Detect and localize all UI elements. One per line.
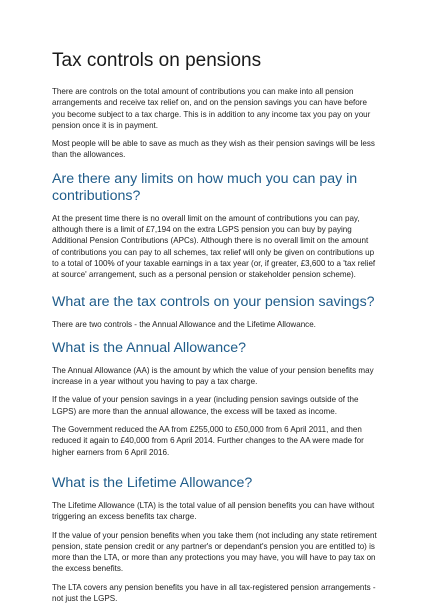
section-paragraph: If the value of your pension benefits when you take them (not including any state retirement pension, state pension credit or any partner's or dependant's pension you are entitled to) is more than the LTA, or more than any protections you may have, you will have to pay tax on the excess benefits. — [52, 530, 377, 574]
intro-paragraph-1: There are controls on the total amount of contributions you can make into all pension arrangements and receive tax relief on, and on the pension savings you can have before you become subject to a tax charge. This is in addition to any income tax you pay on your pension once it is in payment. — [52, 87, 371, 130]
section-heading: What are the tax controls on your pension savings? — [52, 293, 375, 310]
section-heading: What is the Annual Allowance? — [52, 339, 247, 356]
section-contribution-limits — [52, 171, 377, 281]
section-lifetime-allowance — [52, 475, 377, 604]
section-tax-controls — [52, 294, 377, 330]
section-paragraph: The Government reduced the AA from £255,000 to £50,000 from 6 April 2011, and then reduced it again to £40,000 from 6 April 2014. Further changes to the AA were made for higher earners from 6 April 2016. — [52, 425, 364, 457]
section-heading: Are there any limits on how much you can pay in contributions? — [52, 170, 358, 204]
section-heading: What is the Lifetime Allowance? — [52, 474, 253, 491]
section-paragraph: At the present time there is no overall limit on the amount of contributions you can pay, although there is a limit of £7,194 on the extra LGPS pension you can buy by paying Additional Pension Contributions (APCs). Although there is no overall limit on the amount of contributions you can pay to all schemes, tax relief will only be given on contributions up to a total of 100% of your taxable earnings in a tax year (or, if greater, £3,600 to a 'tax relief at source' arrangement, such as a personal pension or stakeholder pension scheme). — [52, 213, 376, 280]
section-paragraph: There are two controls - the Annual Allowance and the Lifetime Allowance. — [52, 319, 316, 329]
section-paragraph: If the value of your pension savings in a year (including pension savings outside of the LGPS) are more than the annual allowance, the excess will be taxed as income. — [52, 395, 359, 416]
section-annual-allowance — [52, 340, 377, 458]
intro-paragraph-2: Most people will be able to save as much as they wish as their pension savings will be less than the allowances. — [52, 139, 375, 160]
document-title: Tax controls on pensions — [52, 50, 262, 71]
section-paragraph: The LTA covers any pension benefits you have in all tax-registered pension arrangements - not just the LGPS. — [52, 582, 376, 604]
section-paragraph: The Lifetime Allowance (LTA) is the total value of all pension benefits you can have without triggering an excess benefits tax charge. — [52, 500, 375, 522]
section-paragraph: The Annual Allowance (AA) is the amount by which the value of your pension benefits may increase in a year without you having to pay a tax charge. — [52, 365, 374, 387]
